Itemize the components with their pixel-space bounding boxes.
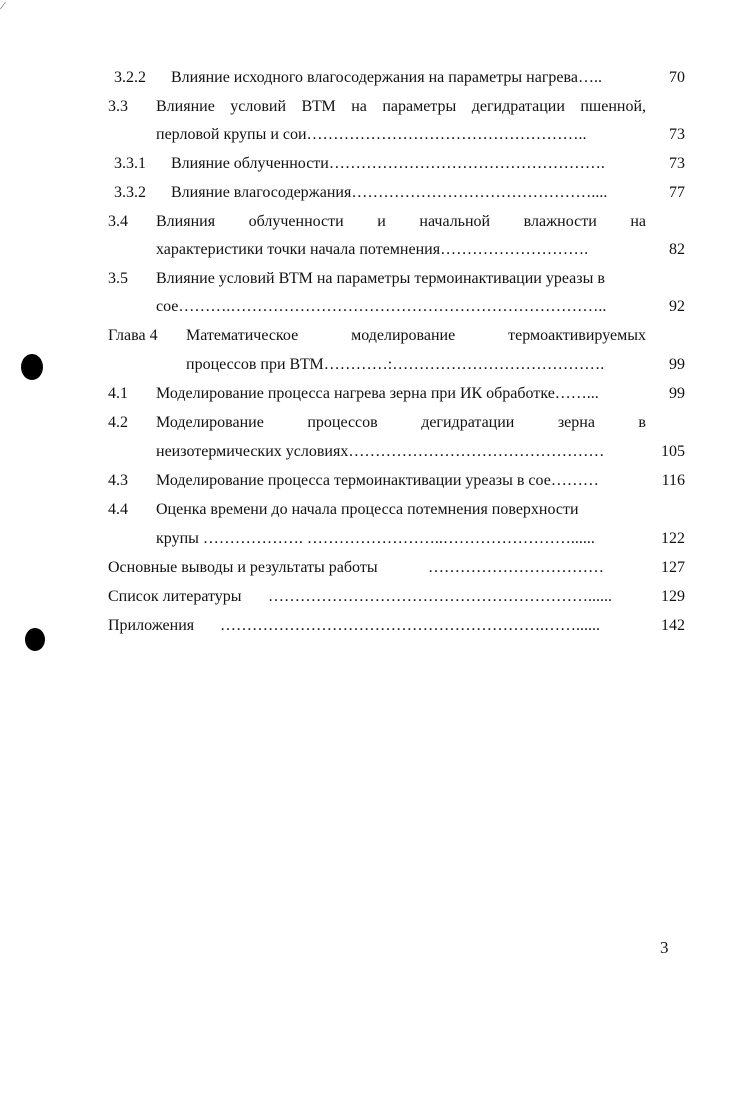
toc-word: в (638, 414, 646, 431)
toc-number-3-3-2: 3.3.2 (114, 184, 146, 201)
toc-word: пшенной, (580, 98, 646, 115)
toc-title-3-3-1: Влияние облученности……………………………………………. (171, 155, 605, 172)
toc-page-3-4: 82 (669, 241, 685, 258)
toc-page-4-2: 105 (661, 443, 685, 460)
toc-title-3-5: Влияние условий ВТМ на параметры термоинактивации уреазы в (156, 270, 605, 287)
toc-title-3-5-cont: сое……….…………………………………………………………….. (156, 298, 607, 315)
toc-title-4-2 (156, 413, 646, 433)
toc-number-4-1: 4.1 (108, 385, 128, 402)
toc-word: Влияние (156, 98, 215, 115)
toc-title-4-3: Моделирование процесса термоинактивации уреазы в сое……… (156, 472, 599, 489)
page-number: 3 (660, 938, 669, 957)
toc-title-chapter-4-cont: процессов при ВТМ…………:…………………………………. (186, 356, 605, 373)
toc-title-3-3 (156, 97, 646, 117)
toc-page-3-3-1: 73 (669, 155, 685, 172)
toc-page-4-3: 116 (661, 472, 685, 489)
toc-word: влажности (523, 213, 597, 230)
toc-word: ВТМ (301, 98, 336, 115)
toc-title-references: Список литературы (108, 588, 242, 605)
toc-title-4-2-cont: неизотермических условиях………………………………………… (156, 443, 605, 460)
binder-hole-mark (25, 628, 45, 651)
toc-title-3-4-cont: характеристики точки начала потемнения………………………. (156, 241, 589, 258)
toc-title-4-4-cont: крупы ………………. ……………………..……………………...... (156, 530, 595, 547)
toc-number-3-3-1: 3.3.1 (114, 155, 146, 172)
toc-title-conclusions: Основные выводы и результаты работы (108, 559, 378, 576)
binder-hole-mark (21, 354, 43, 380)
toc-word: параметры (382, 98, 457, 115)
toc-page-3-5: 92 (669, 298, 685, 315)
corner-mark: ⁄ (2, 0, 4, 12)
toc-page-conclusions: 127 (661, 559, 685, 576)
toc-dots-appendices: …………………………………………………….……...... (220, 617, 600, 634)
toc-number-4-2: 4.2 (108, 414, 128, 431)
toc-word: Моделирование (156, 414, 264, 431)
toc-word: облученности (248, 213, 344, 230)
toc-title-3-3-2: Влияние влагосодержания……………………………………….... (171, 184, 608, 201)
toc-word: начальной (419, 213, 491, 230)
toc-word: условий (230, 98, 287, 115)
toc-word: Влияния (156, 213, 216, 230)
toc-number-3-5: 3.5 (108, 270, 128, 287)
toc-word: на (351, 98, 367, 115)
toc-word: процессов (307, 414, 378, 431)
toc-number-4-4: 4.4 (108, 501, 128, 518)
toc-page-references: 129 (661, 588, 685, 605)
toc-page-4-4: 122 (661, 530, 685, 547)
toc-number-3-4: 3.4 (108, 213, 128, 230)
toc-word: термоактивируемых (508, 327, 646, 344)
toc-title-chapter-4 (186, 326, 646, 346)
toc-number-3-2-2: 3.2.2 (114, 69, 146, 86)
toc-title-3-4 (156, 212, 646, 232)
toc-dots-conclusions: …………………………… (428, 559, 604, 576)
toc-word: дегидратации (421, 414, 515, 431)
toc-title-4-1: Моделирование процесса нагрева зерна при ИК обработке……... (156, 385, 599, 402)
toc-page-chapter-4: 99 (669, 356, 685, 373)
toc-title-3-3-cont: перловой крупы и сои…………………………………………….. (156, 126, 587, 143)
toc-number-4-3: 4.3 (108, 472, 128, 489)
toc-title-appendices: Приложения (108, 617, 195, 634)
toc-word: и (377, 213, 386, 230)
toc-number-3-3: 3.3 (108, 98, 128, 115)
toc-title-3-2-2: Влияние исходного влагосодержания на параметры нагрева….. (171, 69, 602, 86)
toc-word: моделирование (351, 327, 456, 344)
toc-page-appendices: 142 (661, 617, 685, 634)
toc-page-4-1: 99 (669, 385, 685, 402)
toc-chapter-4-label: Глава 4 (108, 327, 158, 344)
toc-word: на (630, 213, 646, 230)
toc-page-3-3-2: 77 (669, 184, 685, 201)
toc-page-3-3: 73 (669, 126, 685, 143)
toc-title-4-4: Оценка времени до начала процесса потемнения поверхности (156, 501, 579, 518)
toc-dots-references: ……………………………………………………...... (268, 588, 612, 605)
toc-word: дегидратации (471, 98, 565, 115)
toc-page-3-2-2: 70 (669, 69, 685, 86)
toc-word: зерна (557, 414, 595, 431)
toc-word: Математическое (186, 327, 299, 344)
